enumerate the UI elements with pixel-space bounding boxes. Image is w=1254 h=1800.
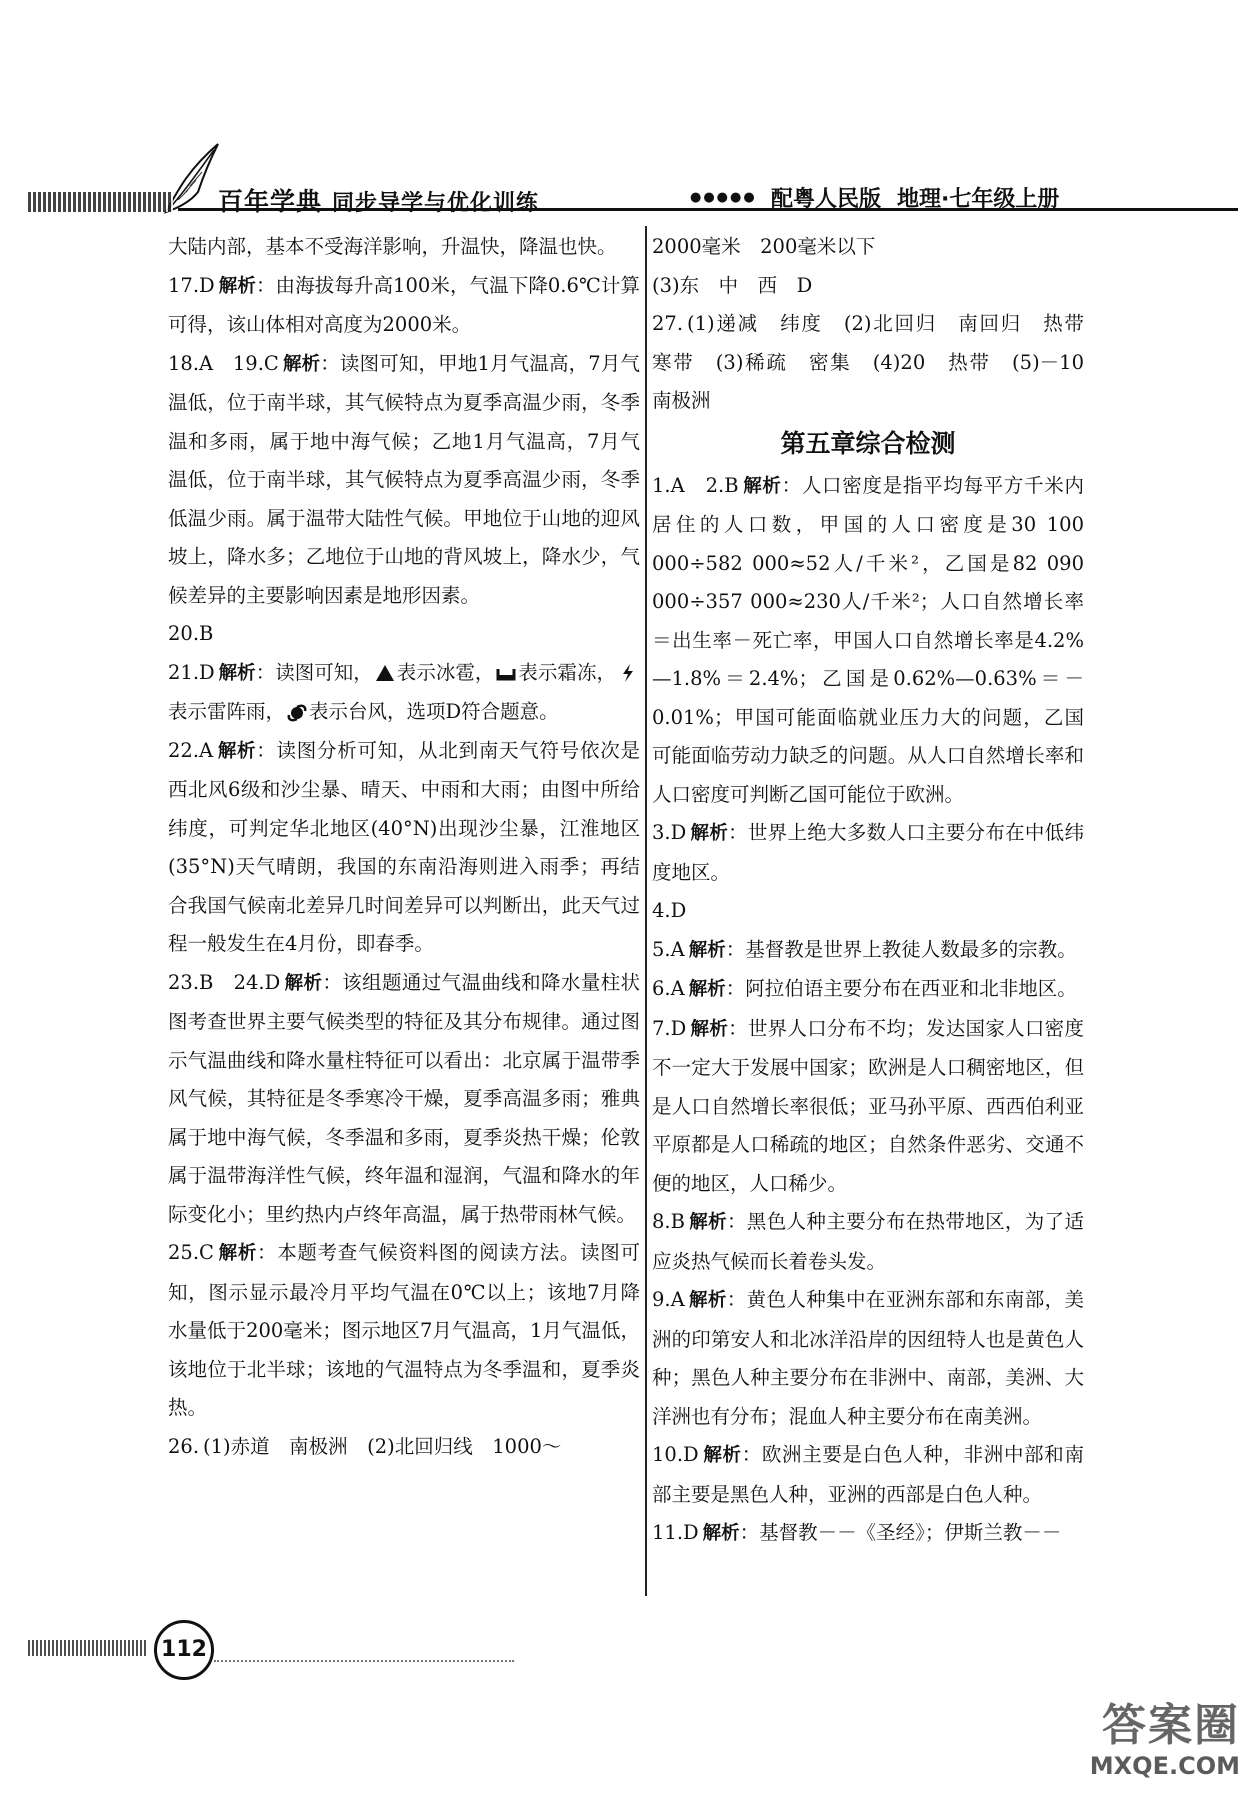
- watermark: [1050, 1700, 1240, 1795]
- analysis-label: 解析: [284, 972, 323, 994]
- analysis-label: 解析: [690, 823, 729, 844]
- answer-number: 27.: [652, 312, 684, 335]
- analysis-label: 解析: [702, 1445, 742, 1466]
- answer-text: ：基督教是世界上教徒人数最多的宗教。: [725, 937, 1077, 961]
- answer-number: 22.A: [168, 738, 214, 762]
- brand-name: 百年学典: [218, 187, 323, 216]
- answer-text: ：世界上绝大多数人口主要分布在中低纬度地区。: [652, 821, 1084, 884]
- answer-number: 3.D: [652, 821, 687, 844]
- answer-item: [168, 654, 640, 732]
- answer-text: ：基督教－－《圣经》；伊斯兰教－－: [739, 1521, 1062, 1544]
- answer-number: 7.D: [652, 1016, 687, 1040]
- watermark-logo: 答案圈: [1102, 1700, 1240, 1751]
- answer-number: 6.A: [652, 977, 685, 1000]
- answer-item: [168, 732, 640, 964]
- answer-item: [652, 467, 1084, 815]
- typhoon-symbol-icon: [287, 703, 307, 723]
- answer-text: 2000毫米 200毫米以下: [652, 235, 876, 258]
- answer-text: ：人口密度是指平均每平方千米内居住的人口数，甲国的人口密度是30 100 000÷582 000≈52人/千米²，乙国是82 090 000÷357 000≈230人/千米²；人口自然增长率＝出生率－死亡率，甲国人口自然增长率是4.2%—1.8%＝2.4%；乙国是0.62%—0.63%＝－0.01%；甲国可能面临就业压力大的问题，乙国可能面临劳动力缺乏的问题。从人口自然增长率和人口密度可判断乙国可能位于欧洲。: [652, 473, 1084, 806]
- answer-number: 4.D: [652, 899, 687, 922]
- header-title: [218, 182, 539, 218]
- answer-number: 25.C: [168, 1241, 214, 1264]
- answer-number: 1.A 2.B: [652, 473, 739, 497]
- answer-item: [652, 305, 1104, 421]
- analysis-label: 解析: [688, 979, 726, 1000]
- answer-text: ：读图分析可知，从北到南天气符号依次是西北风6级和沙尘暴、晴天、中雨和大雨；由图中所给纬度，可判定华北地区(40°N)出现沙尘暴，江淮地区(35°N)天气晴朗，我国的东南沿海则进入雨季；再结合我国气候南北差异几时间差异可以判断出，此天气过程一般发生在4月份，即春季。: [168, 738, 640, 955]
- answer-text: 表示雷阵雨，: [168, 700, 286, 723]
- answer-number: 17.D: [168, 273, 215, 297]
- right-column: [652, 228, 1104, 1554]
- publisher: 配粤人民版: [771, 187, 882, 212]
- footer-stripe-decoration: [28, 1640, 148, 1656]
- footer-rule: [214, 1660, 514, 1662]
- answer-text: (1)赤道 南极洲 (2)北回归线 1000～: [203, 1434, 562, 1458]
- answer-item: [652, 970, 1084, 1010]
- answer-text: (3)东 中 西 D: [652, 273, 813, 297]
- header-dots: ●●●●●: [690, 190, 757, 205]
- answer-text: 表示冰雹，: [396, 660, 495, 684]
- answer-item: [168, 1234, 640, 1428]
- frost-symbol-icon: [496, 663, 516, 683]
- analysis-label: 解析: [282, 353, 321, 375]
- answer-item: [652, 228, 1084, 267]
- answer-item: [168, 615, 640, 654]
- watermark-url: MXQE.COM: [1089, 1752, 1240, 1780]
- hail-symbol-icon: [375, 663, 395, 683]
- answer-number: 8.B: [652, 1210, 685, 1233]
- answer-item: [168, 345, 640, 616]
- analysis-label: 解析: [688, 1290, 727, 1311]
- answer-text: ：该组题通过气温曲线和降水量柱状图考查世界主要气候类型的特征及其分布规律。通过图示气温曲线和降水量柱特征可以看出：北京属于温带季风气候，其特征是冬季寒冷干燥，夏季高温多雨；雅典属于地中海气候，冬季温和多雨，夏季炎热干燥；伦敦属于温带海洋性气候，终年温和湿润，气温和降水的年际变化小；里约热内卢终年高温，属于热带雨林气候。: [168, 970, 640, 1226]
- header-edition: [771, 182, 1059, 213]
- answer-text: ：黑色人种主要分布在热带地区，为了适应炎热气候而长着卷头发。: [652, 1210, 1084, 1273]
- answer-number: 11.D: [652, 1521, 699, 1544]
- answer-item: [168, 964, 640, 1235]
- column-divider: [645, 226, 647, 1596]
- answer-number: 5.A: [652, 937, 685, 961]
- analysis-label: 解析: [218, 662, 256, 684]
- page-header: [28, 140, 1228, 220]
- answer-item: [652, 1203, 1084, 1281]
- analysis-label: 解析: [218, 275, 256, 297]
- page-footer: [28, 1600, 628, 1680]
- answer-item: [652, 892, 1084, 931]
- analysis-label: 解析: [688, 939, 726, 961]
- answer-text: 表示霜冻，: [518, 660, 616, 684]
- answer-item: [168, 1428, 640, 1467]
- answer-number: 20.B: [168, 622, 214, 645]
- answer-text: ：读图可知，甲地1月气温高，7月气温低，位于南半球，其气候特点为夏季高温少雨，冬季温和多雨，属于地中海气候；乙地1月气温高，7月气温低，位于南半球，其气候特点为夏季高温少雨，冬季低温少雨。属于温带大陆性气候。甲地位于山地的迎风坡上，降水多；乙地位于山地的背风坡上，降水少，气候差异的主要影响因素是地形因素。: [168, 351, 640, 607]
- answer-text: 大陆内部，基本不受海洋影响，升温快，降温也快。: [168, 235, 617, 258]
- answer-text: ：欧洲主要是白色人种，非洲中部和南部主要是黑色人种，亚洲的西部是白色人种。: [652, 1443, 1084, 1506]
- analysis-label: 解析: [217, 740, 257, 762]
- answer-text: ：由海拔每升高100米，气温下降0.6℃计算可得，该山体相对高度为2000米。: [168, 273, 640, 336]
- answer-item: [652, 931, 1084, 971]
- left-column: [168, 228, 640, 1466]
- answer-number: 10.D: [652, 1443, 699, 1466]
- analysis-label: 解析: [690, 1018, 729, 1040]
- answer-text: ：黄色人种集中在亚洲东部和东南部，美洲的印第安人和北冰洋沿岸的因纽特人也是黄色人种；黑色人种主要分布在非洲中、南部，美洲、大洋洲也有分布；混血人种主要分布在南美洲。: [652, 1288, 1084, 1428]
- answer-number: 21.D: [168, 660, 215, 684]
- answer-item: [652, 1436, 1084, 1514]
- answer-item: [168, 228, 640, 267]
- answer-item: [652, 1514, 1084, 1554]
- answer-text: ：读图可知，: [255, 660, 373, 684]
- answer-number: 9.A: [652, 1288, 685, 1311]
- answer-number: 26.: [168, 1434, 200, 1458]
- answer-text: 表示台风，选项D符合题意。: [309, 700, 559, 723]
- analysis-label: 解析: [217, 1243, 258, 1264]
- analysis-label: 解析: [688, 1212, 727, 1233]
- header-stripe-decoration: [28, 192, 173, 212]
- answer-number: 18.A 19.C: [168, 351, 279, 375]
- answer-item: [168, 267, 640, 345]
- series-name: 同步导学与优化训练: [332, 191, 540, 216]
- answer-item: [652, 267, 1084, 306]
- answer-item: [652, 1281, 1084, 1436]
- analysis-label: 解析: [702, 1523, 740, 1544]
- section-title: 第五章综合检测: [780, 428, 956, 458]
- answer-text: ：阿拉伯语主要分布在西亚和北非地区。: [725, 977, 1077, 1000]
- page-number: 112: [154, 1620, 214, 1680]
- analysis-label: 解析: [742, 475, 782, 497]
- subject: 地理·七年级上册: [897, 187, 1060, 212]
- answer-text: ：本题考查气候资料图的阅读方法。读图可知，图示显示最冷月平均气温在0℃以上；该地7月降水量低于200毫米；图示地区7月气温高，1月气温低，该地位于北半球；该地的气温特点为冬季温和，夏季炎热。: [168, 1241, 640, 1419]
- answer-text: ：世界人口分布不均；发达国家人口密度不一定大于发展中国家；欧洲是人口稠密地区，但是人口自然增长率很低；亚马孙平原、西西伯利亚平原都是人口稀疏的地区；自然条件恶劣、交通不便的地区，人口稀少。: [652, 1016, 1084, 1195]
- answer-item: [652, 1010, 1084, 1204]
- answer-item: [652, 814, 1084, 892]
- answer-number: 23.B 24.D: [168, 970, 281, 994]
- thunderstorm-symbol-icon: [618, 663, 638, 683]
- answer-text: (1)递减 纬度 (2)北回归 南回归 热带 寒带 (3)稀疏 密集 (4)20 热带 (5)－10 南极洲: [652, 312, 1104, 412]
